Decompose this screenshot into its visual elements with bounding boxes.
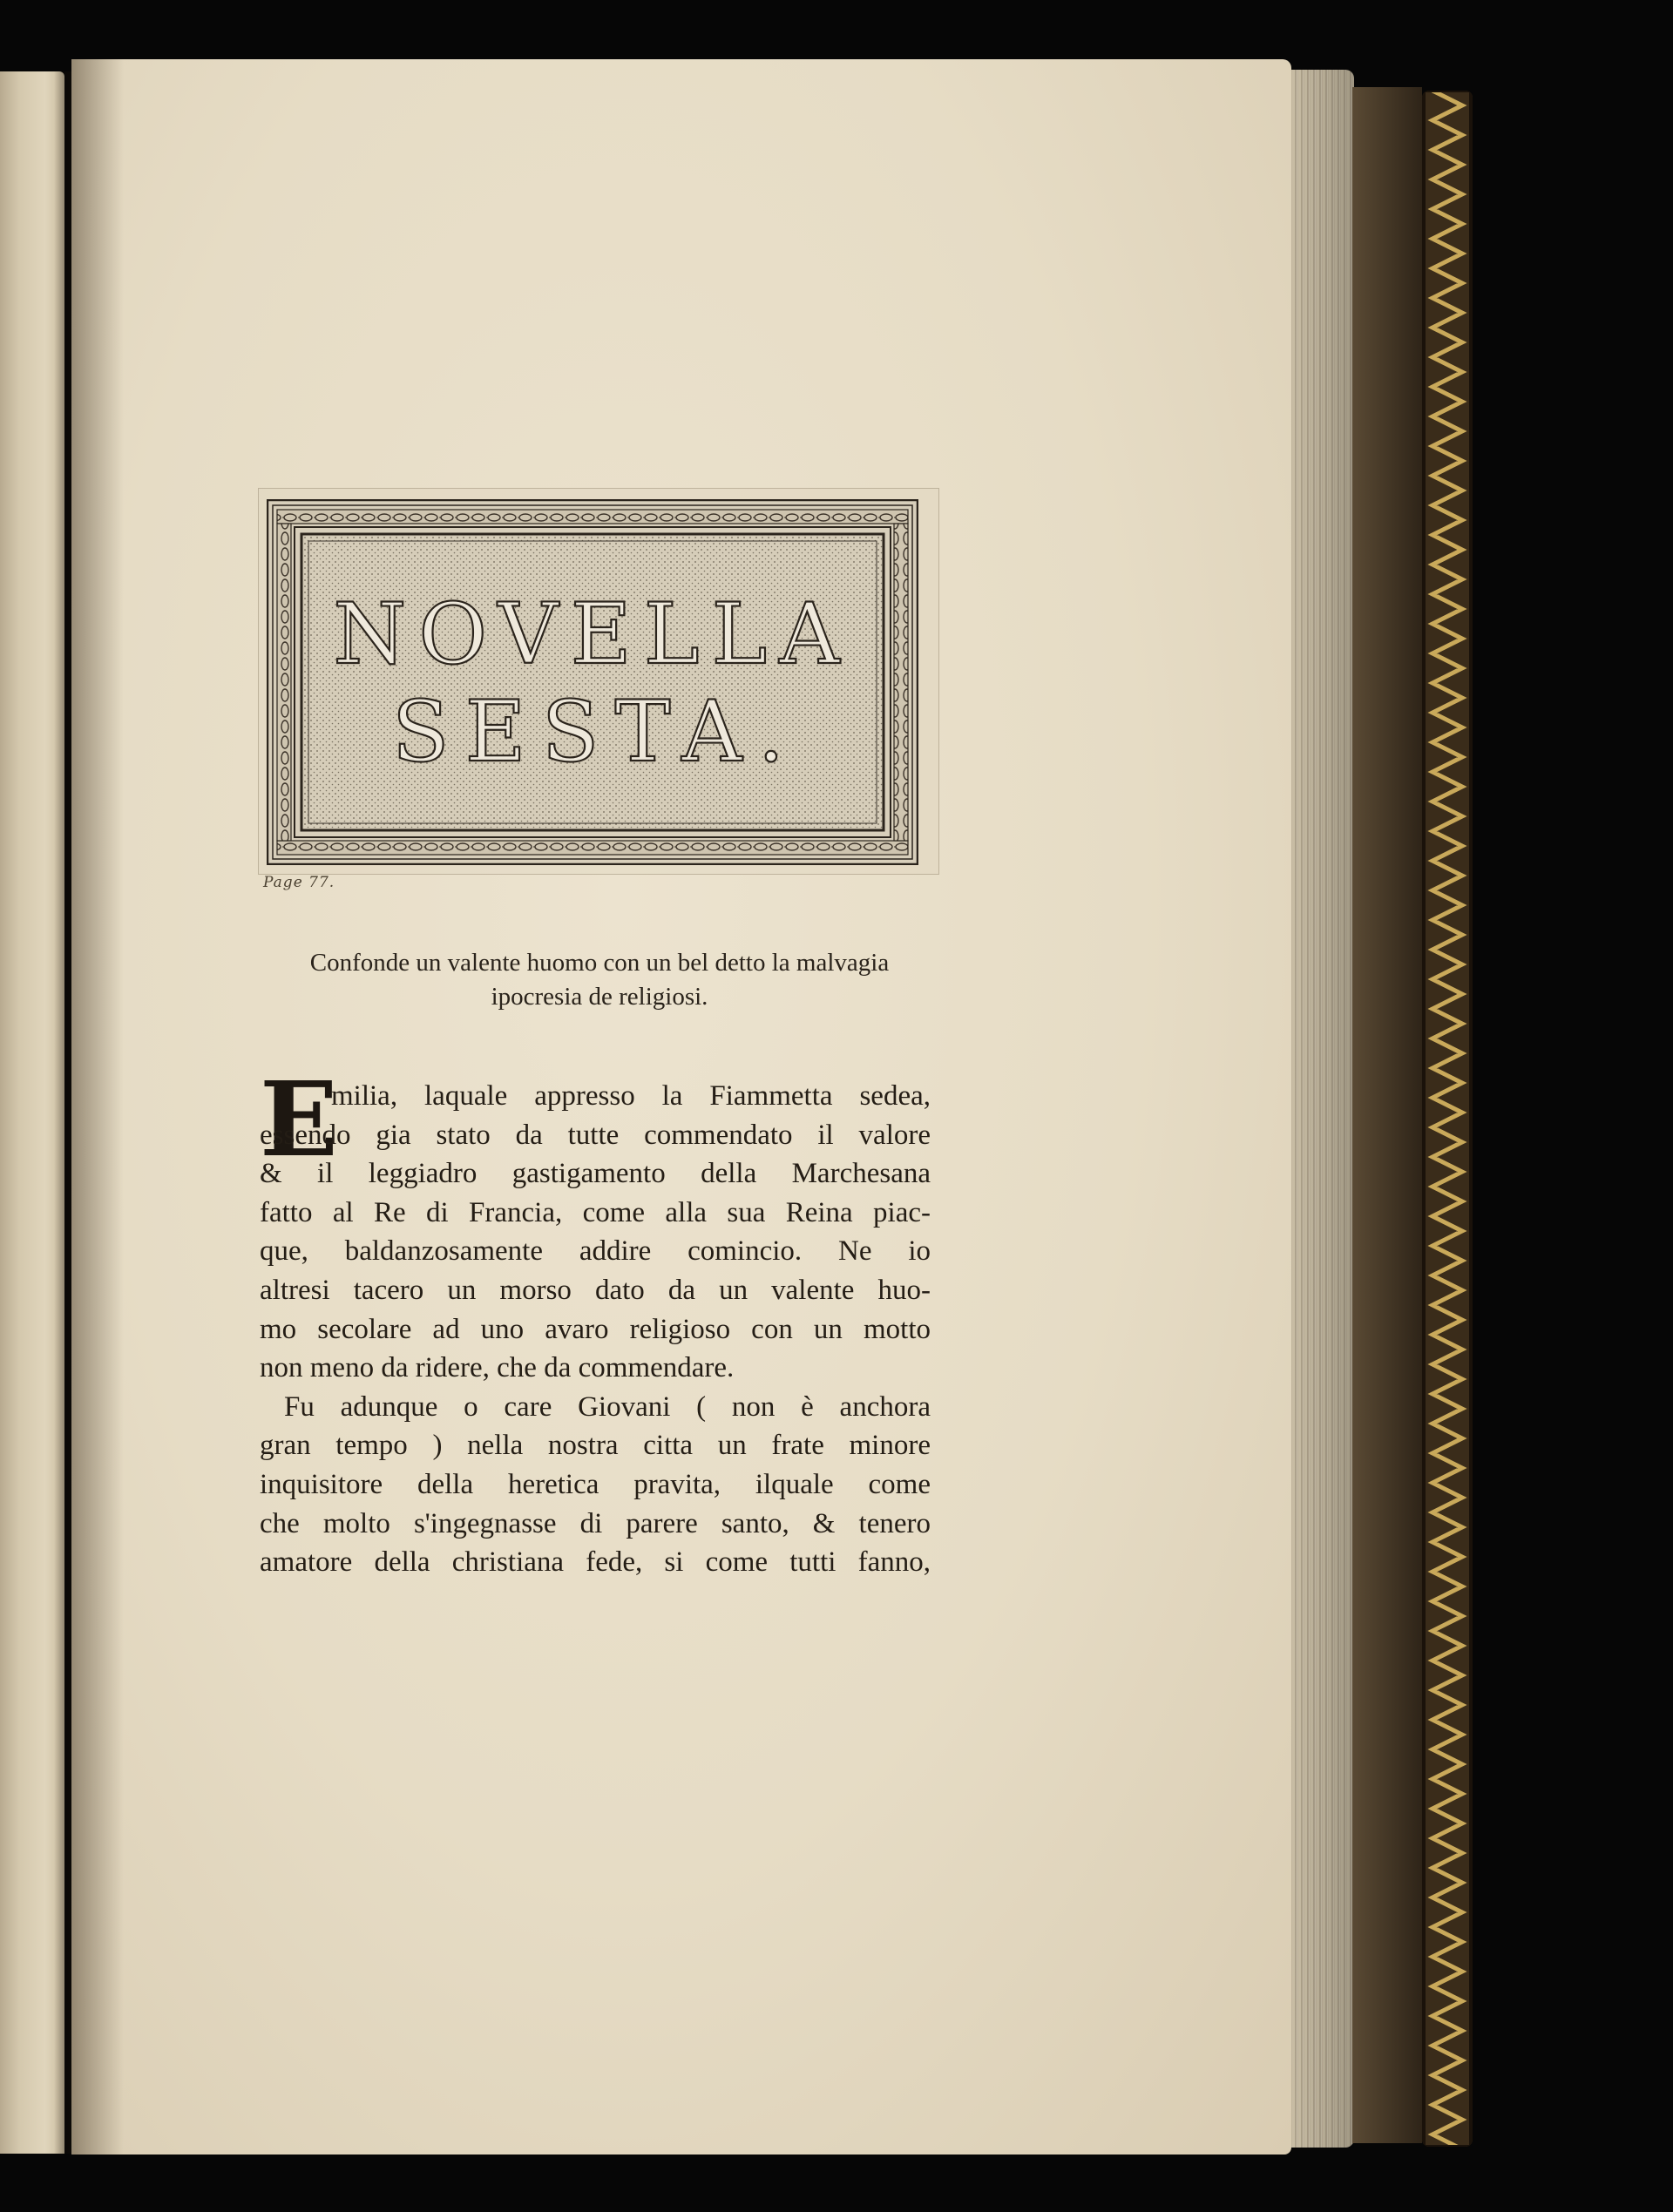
body-line: gran tempo ) nella nostra citta un frate minore	[260, 1430, 931, 1462]
body-line: inquisitore della heretica pravita, ilquale come	[260, 1468, 931, 1500]
spine-ornament-icon	[1422, 91, 1473, 2147]
body-line: & il leggiadro gastigamento della Marchesana	[260, 1158, 931, 1190]
plate-title-line1: NOVELLA	[333, 585, 852, 683]
page-gutter	[71, 59, 124, 2155]
body-line: mo secolare ad uno avaro religioso con un motto	[260, 1313, 931, 1345]
engraved-title-plate	[267, 499, 918, 865]
body-line: essendo gia stato da tutte commendato il valore	[260, 1119, 931, 1151]
body-line: Fu adunque o care Giovani ( non è anchora	[284, 1390, 931, 1423]
body-line: fatto al Re di Francia, come alla sua Reina piac-	[260, 1196, 931, 1228]
cover-board	[1352, 87, 1422, 2143]
body-line: che molto s'ingegnasse di parere santo, & tenero	[260, 1507, 931, 1539]
body-line: non meno da ridere, che da commendare.	[260, 1352, 735, 1384]
body-line: amatore della christiana fede, si come tutti fanno,	[260, 1546, 931, 1579]
body-text	[260, 1077, 931, 1582]
body-line: que, baldanzosamente addire comincio. Ne io	[260, 1235, 931, 1268]
summary-line-1: Confonde un valente huomo con un bel detto la malvagia	[309, 949, 890, 977]
body-line: milia, laquale appresso la Fiammetta sedea,	[331, 1080, 931, 1112]
body-line: altresi tacero un morso dato da un valente huo-	[260, 1274, 931, 1306]
plate-caption: Page 77.	[263, 874, 335, 891]
plate-frame	[267, 499, 918, 865]
chapter-summary	[260, 946, 939, 1014]
page-stack-shade	[1286, 70, 1354, 2148]
summary-line-2: ipocresia de religiosi.	[491, 983, 708, 1011]
drop-cap: E	[260, 1059, 338, 1180]
plate-title-line2: SESTA.	[391, 683, 801, 781]
left-page-shadow	[54, 71, 73, 2154]
gilt-spine	[1422, 91, 1473, 2147]
